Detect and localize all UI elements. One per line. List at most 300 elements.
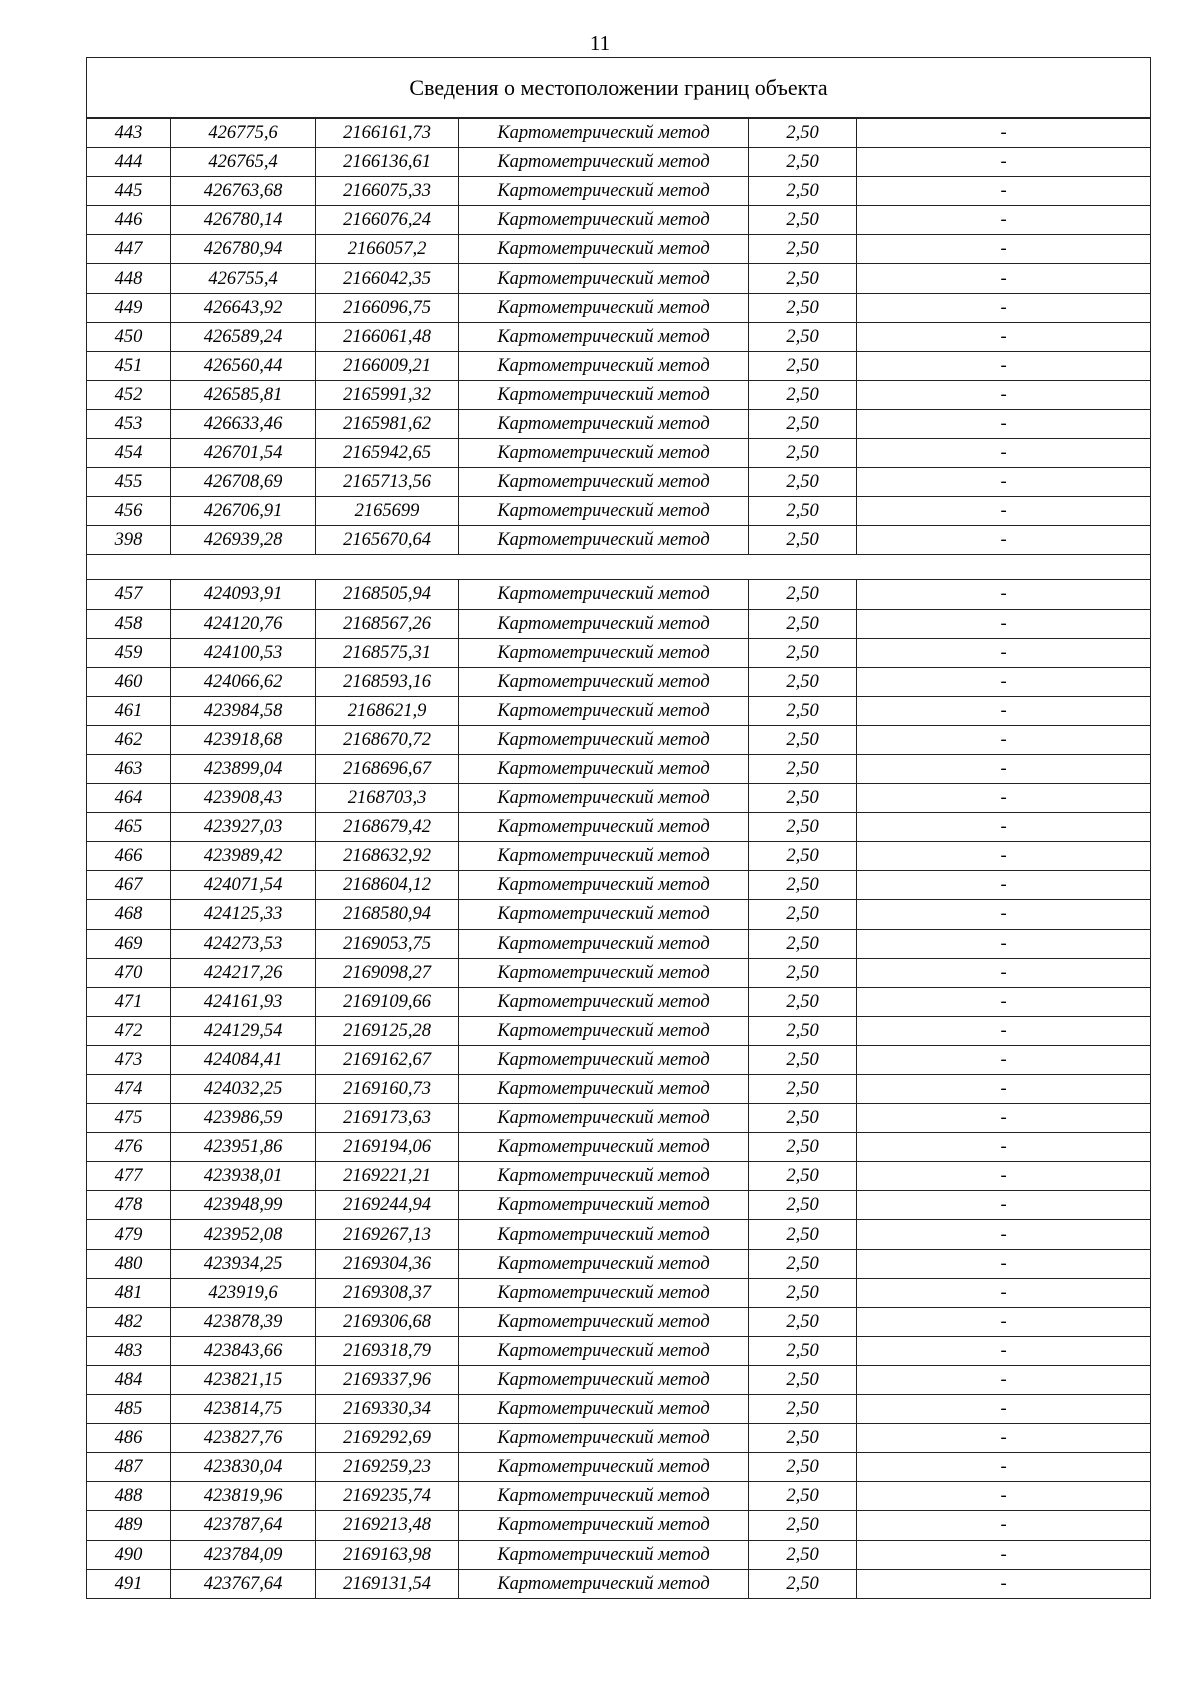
table-row <box>87 725 1151 754</box>
method-cell: Картометрический метод <box>459 1162 749 1191</box>
point-number-cell: 485 <box>87 1395 171 1424</box>
point-number-cell: 444 <box>87 148 171 177</box>
point-number-cell: 398 <box>87 526 171 555</box>
accuracy-cell: 2,50 <box>749 293 857 322</box>
accuracy-cell: 2,50 <box>749 871 857 900</box>
method-cell: Картометрический метод <box>459 609 749 638</box>
table-title: Сведения о местоположении границ объекта <box>87 58 1151 119</box>
point-number-cell: 480 <box>87 1249 171 1278</box>
method-cell: Картометрический метод <box>459 987 749 1016</box>
point-number-cell: 460 <box>87 667 171 696</box>
x-coordinate-cell: 424217,26 <box>171 958 316 987</box>
point-number-cell: 456 <box>87 497 171 526</box>
x-coordinate-cell: 423821,15 <box>171 1365 316 1394</box>
table-row <box>87 468 1151 497</box>
description-cell: - <box>857 1511 1151 1540</box>
accuracy-cell: 2,50 <box>749 1191 857 1220</box>
table-row <box>87 813 1151 842</box>
point-number-cell: 445 <box>87 177 171 206</box>
method-cell: Картометрический метод <box>459 439 749 468</box>
boundary-coordinates-table <box>86 57 1151 1599</box>
point-number-cell: 446 <box>87 206 171 235</box>
description-cell: - <box>857 754 1151 783</box>
description-cell: - <box>857 1016 1151 1045</box>
accuracy-cell: 2,50 <box>749 1016 857 1045</box>
table-row <box>87 784 1151 813</box>
description-cell: - <box>857 1307 1151 1336</box>
x-coordinate-cell: 426939,28 <box>171 526 316 555</box>
x-coordinate-cell: 423918,68 <box>171 725 316 754</box>
accuracy-cell: 2,50 <box>749 1307 857 1336</box>
accuracy-cell: 2,50 <box>749 322 857 351</box>
point-number-cell: 455 <box>87 468 171 497</box>
method-cell: Картометрический метод <box>459 580 749 609</box>
y-coordinate-cell: 2169194,06 <box>316 1133 459 1162</box>
table-row <box>87 497 1151 526</box>
method-cell: Картометрический метод <box>459 1191 749 1220</box>
accuracy-cell: 2,50 <box>749 667 857 696</box>
x-coordinate-cell: 423819,96 <box>171 1482 316 1511</box>
accuracy-cell: 2,50 <box>749 1045 857 1074</box>
point-number-cell: 490 <box>87 1540 171 1569</box>
description-cell: - <box>857 322 1151 351</box>
x-coordinate-cell: 424066,62 <box>171 667 316 696</box>
accuracy-cell: 2,50 <box>749 725 857 754</box>
method-cell: Картометрический метод <box>459 1016 749 1045</box>
x-coordinate-cell: 426755,4 <box>171 264 316 293</box>
table-row <box>87 1453 1151 1482</box>
point-number-cell: 448 <box>87 264 171 293</box>
group-separator-row <box>87 555 1151 580</box>
description-cell: - <box>857 1540 1151 1569</box>
accuracy-cell: 2,50 <box>749 638 857 667</box>
accuracy-cell: 2,50 <box>749 1482 857 1511</box>
y-coordinate-cell: 2169131,54 <box>316 1569 459 1598</box>
x-coordinate-cell: 426706,91 <box>171 497 316 526</box>
x-coordinate-cell: 423984,58 <box>171 696 316 725</box>
table-row <box>87 1540 1151 1569</box>
table-row <box>87 929 1151 958</box>
description-cell: - <box>857 439 1151 468</box>
method-cell: Картометрический метод <box>459 900 749 929</box>
y-coordinate-cell: 2169053,75 <box>316 929 459 958</box>
table-body <box>87 118 1151 1598</box>
y-coordinate-cell: 2169267,13 <box>316 1220 459 1249</box>
table-row <box>87 1569 1151 1598</box>
description-cell: - <box>857 813 1151 842</box>
point-number-cell: 452 <box>87 380 171 409</box>
x-coordinate-cell: 424032,25 <box>171 1075 316 1104</box>
y-coordinate-cell: 2165981,62 <box>316 409 459 438</box>
method-cell: Картометрический метод <box>459 1220 749 1249</box>
point-number-cell: 449 <box>87 293 171 322</box>
table-row <box>87 1016 1151 1045</box>
y-coordinate-cell: 2166042,35 <box>316 264 459 293</box>
method-cell: Картометрический метод <box>459 322 749 351</box>
table-row <box>87 409 1151 438</box>
y-coordinate-cell: 2168593,16 <box>316 667 459 696</box>
boundary-table-container <box>86 57 1150 1599</box>
accuracy-cell: 2,50 <box>749 526 857 555</box>
table-row <box>87 754 1151 783</box>
accuracy-cell: 2,50 <box>749 235 857 264</box>
point-number-cell: 478 <box>87 1191 171 1220</box>
point-number-cell: 477 <box>87 1162 171 1191</box>
accuracy-cell: 2,50 <box>749 1569 857 1598</box>
method-cell: Картометрический метод <box>459 235 749 264</box>
table-row <box>87 900 1151 929</box>
x-coordinate-cell: 423787,64 <box>171 1511 316 1540</box>
point-number-cell: 464 <box>87 784 171 813</box>
y-coordinate-cell: 2169292,69 <box>316 1424 459 1453</box>
y-coordinate-cell: 2168575,31 <box>316 638 459 667</box>
x-coordinate-cell: 423919,6 <box>171 1278 316 1307</box>
y-coordinate-cell: 2166057,2 <box>316 235 459 264</box>
method-cell: Картометрический метод <box>459 1249 749 1278</box>
description-cell: - <box>857 148 1151 177</box>
description-cell: - <box>857 235 1151 264</box>
description-cell: - <box>857 1045 1151 1074</box>
y-coordinate-cell: 2169221,21 <box>316 1162 459 1191</box>
x-coordinate-cell: 426643,92 <box>171 293 316 322</box>
table-row <box>87 439 1151 468</box>
x-coordinate-cell: 423908,43 <box>171 784 316 813</box>
method-cell: Картометрический метод <box>459 264 749 293</box>
y-coordinate-cell: 2169304,36 <box>316 1249 459 1278</box>
x-coordinate-cell: 423827,76 <box>171 1424 316 1453</box>
y-coordinate-cell: 2168632,92 <box>316 842 459 871</box>
accuracy-cell: 2,50 <box>749 842 857 871</box>
y-coordinate-cell: 2169173,63 <box>316 1104 459 1133</box>
x-coordinate-cell: 426708,69 <box>171 468 316 497</box>
description-cell: - <box>857 526 1151 555</box>
table-row <box>87 322 1151 351</box>
method-cell: Картометрический метод <box>459 754 749 783</box>
y-coordinate-cell: 2169098,27 <box>316 958 459 987</box>
accuracy-cell: 2,50 <box>749 177 857 206</box>
table-title-row <box>87 58 1151 119</box>
point-number-cell: 463 <box>87 754 171 783</box>
accuracy-cell: 2,50 <box>749 987 857 1016</box>
description-cell: - <box>857 1365 1151 1394</box>
point-number-cell: 466 <box>87 842 171 871</box>
method-cell: Картометрический метод <box>459 1045 749 1074</box>
point-number-cell: 481 <box>87 1278 171 1307</box>
accuracy-cell: 2,50 <box>749 609 857 638</box>
point-number-cell: 443 <box>87 118 171 148</box>
table-row <box>87 667 1151 696</box>
y-coordinate-cell: 2166096,75 <box>316 293 459 322</box>
accuracy-cell: 2,50 <box>749 264 857 293</box>
method-cell: Картометрический метод <box>459 526 749 555</box>
y-coordinate-cell: 2165670,64 <box>316 526 459 555</box>
table-row <box>87 1511 1151 1540</box>
point-number-cell: 474 <box>87 1075 171 1104</box>
x-coordinate-cell: 423986,59 <box>171 1104 316 1133</box>
x-coordinate-cell: 423934,25 <box>171 1249 316 1278</box>
method-cell: Картометрический метод <box>459 842 749 871</box>
y-coordinate-cell: 2168621,9 <box>316 696 459 725</box>
description-cell: - <box>857 1104 1151 1133</box>
description-cell: - <box>857 929 1151 958</box>
x-coordinate-cell: 423878,39 <box>171 1307 316 1336</box>
x-coordinate-cell: 424084,41 <box>171 1045 316 1074</box>
x-coordinate-cell: 424093,91 <box>171 580 316 609</box>
description-cell: - <box>857 118 1151 148</box>
description-cell: - <box>857 784 1151 813</box>
description-cell: - <box>857 1336 1151 1365</box>
y-coordinate-cell: 2168670,72 <box>316 725 459 754</box>
method-cell: Картометрический метод <box>459 813 749 842</box>
point-number-cell: 489 <box>87 1511 171 1540</box>
x-coordinate-cell: 424100,53 <box>171 638 316 667</box>
method-cell: Картометрический метод <box>459 871 749 900</box>
description-cell: - <box>857 177 1151 206</box>
y-coordinate-cell: 2169337,96 <box>316 1365 459 1394</box>
y-coordinate-cell: 2169160,73 <box>316 1075 459 1104</box>
method-cell: Картометрический метод <box>459 1511 749 1540</box>
accuracy-cell: 2,50 <box>749 1365 857 1394</box>
point-number-cell: 476 <box>87 1133 171 1162</box>
description-cell: - <box>857 264 1151 293</box>
accuracy-cell: 2,50 <box>749 1075 857 1104</box>
description-cell: - <box>857 1482 1151 1511</box>
table-row <box>87 351 1151 380</box>
point-number-cell: 450 <box>87 322 171 351</box>
table-row <box>87 1133 1151 1162</box>
table-row <box>87 1104 1151 1133</box>
accuracy-cell: 2,50 <box>749 118 857 148</box>
table-row <box>87 1191 1151 1220</box>
method-cell: Картометрический метод <box>459 725 749 754</box>
table-row <box>87 380 1151 409</box>
accuracy-cell: 2,50 <box>749 900 857 929</box>
y-coordinate-cell: 2168703,3 <box>316 784 459 813</box>
description-cell: - <box>857 293 1151 322</box>
description-cell: - <box>857 580 1151 609</box>
point-number-cell: 483 <box>87 1336 171 1365</box>
x-coordinate-cell: 426780,94 <box>171 235 316 264</box>
y-coordinate-cell: 2166136,61 <box>316 148 459 177</box>
table-row <box>87 526 1151 555</box>
accuracy-cell: 2,50 <box>749 351 857 380</box>
point-number-cell: 457 <box>87 580 171 609</box>
method-cell: Картометрический метод <box>459 351 749 380</box>
accuracy-cell: 2,50 <box>749 380 857 409</box>
method-cell: Картометрический метод <box>459 1278 749 1307</box>
y-coordinate-cell: 2165991,32 <box>316 380 459 409</box>
method-cell: Картометрический метод <box>459 1336 749 1365</box>
point-number-cell: 475 <box>87 1104 171 1133</box>
table-row <box>87 842 1151 871</box>
y-coordinate-cell: 2166009,21 <box>316 351 459 380</box>
method-cell: Картометрический метод <box>459 1569 749 1598</box>
accuracy-cell: 2,50 <box>749 1133 857 1162</box>
point-number-cell: 486 <box>87 1424 171 1453</box>
method-cell: Картометрический метод <box>459 1540 749 1569</box>
point-number-cell: 468 <box>87 900 171 929</box>
accuracy-cell: 2,50 <box>749 1336 857 1365</box>
x-coordinate-cell: 426775,6 <box>171 118 316 148</box>
accuracy-cell: 2,50 <box>749 148 857 177</box>
accuracy-cell: 2,50 <box>749 929 857 958</box>
description-cell: - <box>857 1075 1151 1104</box>
description-cell: - <box>857 638 1151 667</box>
y-coordinate-cell: 2166161,73 <box>316 118 459 148</box>
x-coordinate-cell: 423938,01 <box>171 1162 316 1191</box>
accuracy-cell: 2,50 <box>749 1220 857 1249</box>
table-row <box>87 580 1151 609</box>
accuracy-cell: 2,50 <box>749 696 857 725</box>
description-cell: - <box>857 1220 1151 1249</box>
accuracy-cell: 2,50 <box>749 1162 857 1191</box>
point-number-cell: 459 <box>87 638 171 667</box>
table-row <box>87 1395 1151 1424</box>
description-cell: - <box>857 409 1151 438</box>
x-coordinate-cell: 423814,75 <box>171 1395 316 1424</box>
x-coordinate-cell: 426763,68 <box>171 177 316 206</box>
accuracy-cell: 2,50 <box>749 439 857 468</box>
point-number-cell: 467 <box>87 871 171 900</box>
method-cell: Картометрический метод <box>459 1104 749 1133</box>
y-coordinate-cell: 2165942,65 <box>316 439 459 468</box>
accuracy-cell: 2,50 <box>749 784 857 813</box>
y-coordinate-cell: 2169125,28 <box>316 1016 459 1045</box>
table-row <box>87 1045 1151 1074</box>
x-coordinate-cell: 423927,03 <box>171 813 316 842</box>
accuracy-cell: 2,50 <box>749 580 857 609</box>
method-cell: Картометрический метод <box>459 177 749 206</box>
table-row <box>87 1220 1151 1249</box>
accuracy-cell: 2,50 <box>749 409 857 438</box>
y-coordinate-cell: 2166061,48 <box>316 322 459 351</box>
method-cell: Картометрический метод <box>459 409 749 438</box>
x-coordinate-cell: 423951,86 <box>171 1133 316 1162</box>
accuracy-cell: 2,50 <box>749 754 857 783</box>
y-coordinate-cell: 2168679,42 <box>316 813 459 842</box>
group-separator-cell <box>87 555 1151 580</box>
method-cell: Картометрический метод <box>459 1395 749 1424</box>
method-cell: Картометрический метод <box>459 929 749 958</box>
point-number-cell: 451 <box>87 351 171 380</box>
x-coordinate-cell: 426633,46 <box>171 409 316 438</box>
point-number-cell: 479 <box>87 1220 171 1249</box>
method-cell: Картометрический метод <box>459 1453 749 1482</box>
y-coordinate-cell: 2169162,67 <box>316 1045 459 1074</box>
description-cell: - <box>857 667 1151 696</box>
point-number-cell: 487 <box>87 1453 171 1482</box>
point-number-cell: 470 <box>87 958 171 987</box>
x-coordinate-cell: 423767,64 <box>171 1569 316 1598</box>
method-cell: Картометрический метод <box>459 1133 749 1162</box>
method-cell: Картометрический метод <box>459 468 749 497</box>
method-cell: Картометрический метод <box>459 667 749 696</box>
x-coordinate-cell: 426701,54 <box>171 439 316 468</box>
table-row <box>87 1482 1151 1511</box>
point-number-cell: 469 <box>87 929 171 958</box>
description-cell: - <box>857 842 1151 871</box>
table-row <box>87 871 1151 900</box>
x-coordinate-cell: 424161,93 <box>171 987 316 1016</box>
y-coordinate-cell: 2168580,94 <box>316 900 459 929</box>
description-cell: - <box>857 871 1151 900</box>
description-cell: - <box>857 1424 1151 1453</box>
x-coordinate-cell: 426585,81 <box>171 380 316 409</box>
method-cell: Картометрический метод <box>459 293 749 322</box>
point-number-cell: 488 <box>87 1482 171 1511</box>
x-coordinate-cell: 426589,24 <box>171 322 316 351</box>
x-coordinate-cell: 424071,54 <box>171 871 316 900</box>
description-cell: - <box>857 900 1151 929</box>
accuracy-cell: 2,50 <box>749 1278 857 1307</box>
table-row <box>87 206 1151 235</box>
description-cell: - <box>857 725 1151 754</box>
table-row <box>87 1278 1151 1307</box>
description-cell: - <box>857 1453 1151 1482</box>
description-cell: - <box>857 351 1151 380</box>
point-number-cell: 471 <box>87 987 171 1016</box>
description-cell: - <box>857 380 1151 409</box>
method-cell: Картометрический метод <box>459 206 749 235</box>
method-cell: Картометрический метод <box>459 1482 749 1511</box>
y-coordinate-cell: 2168505,94 <box>316 580 459 609</box>
point-number-cell: 491 <box>87 1569 171 1598</box>
table-row <box>87 987 1151 1016</box>
x-coordinate-cell: 424120,76 <box>171 609 316 638</box>
table-row <box>87 293 1151 322</box>
y-coordinate-cell: 2169109,66 <box>316 987 459 1016</box>
method-cell: Картометрический метод <box>459 1307 749 1336</box>
method-cell: Картометрический метод <box>459 1424 749 1453</box>
table-row <box>87 1365 1151 1394</box>
table-row <box>87 1075 1151 1104</box>
y-coordinate-cell: 2166076,24 <box>316 206 459 235</box>
point-number-cell: 461 <box>87 696 171 725</box>
x-coordinate-cell: 426765,4 <box>171 148 316 177</box>
accuracy-cell: 2,50 <box>749 958 857 987</box>
x-coordinate-cell: 423830,04 <box>171 1453 316 1482</box>
page-number: 11 <box>589 31 611 55</box>
point-number-cell: 465 <box>87 813 171 842</box>
method-cell: Картометрический метод <box>459 148 749 177</box>
x-coordinate-cell: 423952,08 <box>171 1220 316 1249</box>
accuracy-cell: 2,50 <box>749 497 857 526</box>
point-number-cell: 458 <box>87 609 171 638</box>
description-cell: - <box>857 1133 1151 1162</box>
table-row <box>87 148 1151 177</box>
accuracy-cell: 2,50 <box>749 1249 857 1278</box>
table-row <box>87 638 1151 667</box>
accuracy-cell: 2,50 <box>749 206 857 235</box>
table-row <box>87 609 1151 638</box>
method-cell: Картометрический метод <box>459 118 749 148</box>
accuracy-cell: 2,50 <box>749 1424 857 1453</box>
method-cell: Картометрический метод <box>459 1075 749 1104</box>
point-number-cell: 473 <box>87 1045 171 1074</box>
description-cell: - <box>857 1395 1151 1424</box>
description-cell: - <box>857 958 1151 987</box>
y-coordinate-cell: 2169318,79 <box>316 1336 459 1365</box>
description-cell: - <box>857 1191 1151 1220</box>
accuracy-cell: 2,50 <box>749 1540 857 1569</box>
point-number-cell: 482 <box>87 1307 171 1336</box>
description-cell: - <box>857 609 1151 638</box>
accuracy-cell: 2,50 <box>749 813 857 842</box>
table-row <box>87 696 1151 725</box>
description-cell: - <box>857 468 1151 497</box>
point-number-cell: 453 <box>87 409 171 438</box>
point-number-cell: 454 <box>87 439 171 468</box>
